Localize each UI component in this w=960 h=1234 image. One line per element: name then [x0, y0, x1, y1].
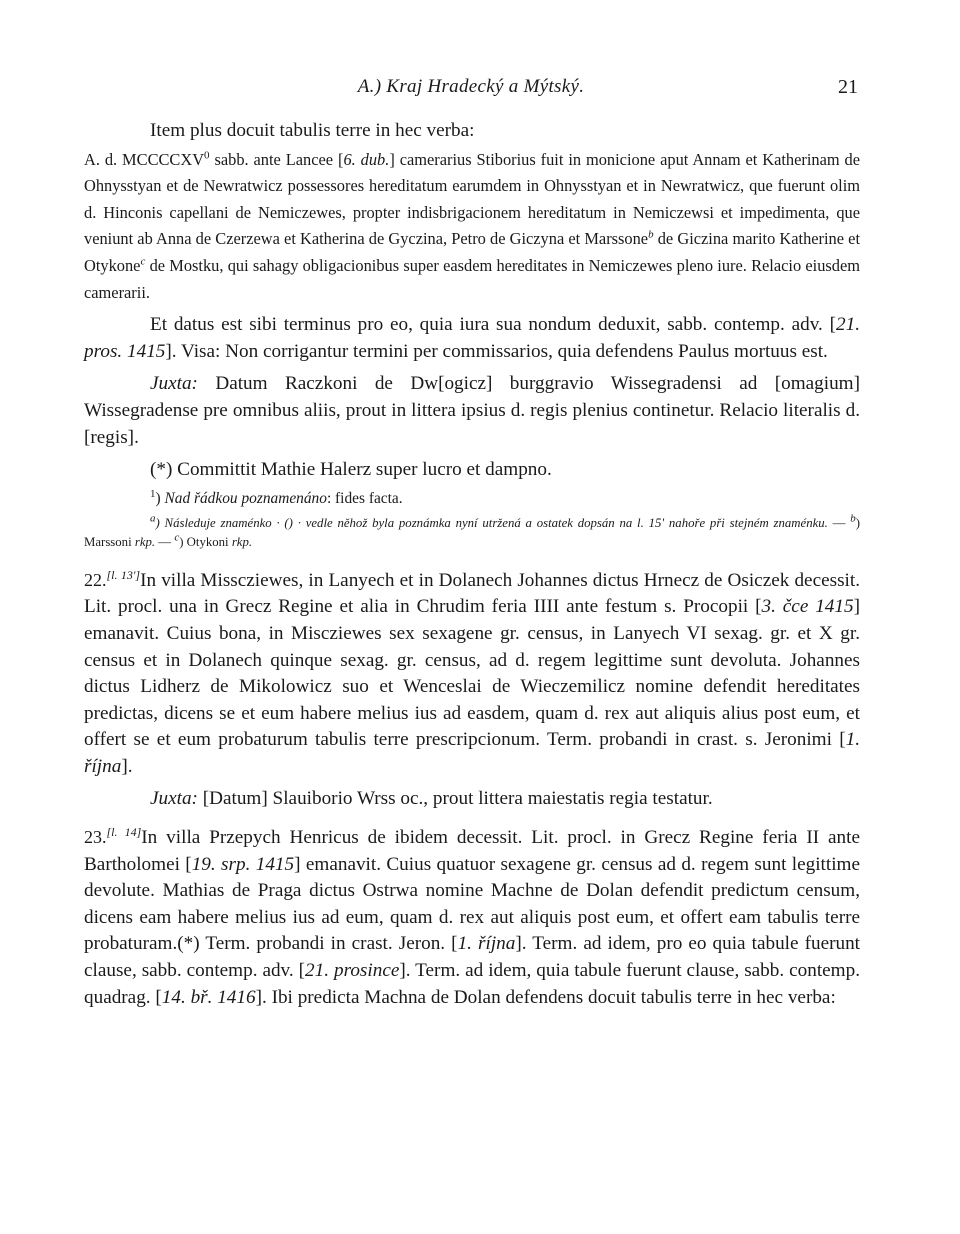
- paragraph-juxta: [84, 371, 860, 451]
- paragraph-record-1415: [84, 147, 860, 307]
- folio-reference: [l. 14]: [106, 825, 142, 840]
- entry-number: 22.: [84, 569, 107, 590]
- entry-23: [84, 819, 860, 1011]
- footnote-1: [84, 488, 860, 510]
- separator: —: [155, 534, 175, 549]
- entry-number: 23.: [84, 827, 107, 848]
- juxta-label: Juxta:: [150, 788, 198, 810]
- note-label-b: b: [850, 512, 856, 525]
- date-italic: 21. prosince: [305, 960, 400, 982]
- footnote-number: 1: [150, 487, 156, 500]
- text-run: [Datum] Slauiborio Wrss oc., prout littera maiestatis regia testatur.: [197, 788, 713, 810]
- text-run: ]. Ibi predicta Machna de Dolan defendens docuit tabulis terre in hec verba:: [255, 986, 836, 1008]
- text-run: In villa Misscziewes, in Lanyech et in Dolanech Johannes dictus Hrnecz de Osiczek decessit. Lit. procl. una in Grecz Regine et alia in Chrudim feria IIII ante festum s. Procopii [: [84, 569, 860, 618]
- paragraph-text: (*) Committit Mathie Halerz super lucro et dampno.: [150, 459, 552, 481]
- date-italic: 1. října: [457, 933, 516, 955]
- note-b-text: ) Marssoni: [84, 515, 860, 549]
- paragraph-intro: [84, 118, 860, 145]
- text-run: sabb. ante Lancee [: [209, 149, 344, 169]
- text-run: ] emanavit. Cuius quatuor sexagene gr. census ad d. regem sunt legittime devolute. Mathias de Praga dictus Ostrwa nomine Machne de Dolan defendit predictum censum, dicens eam habere melius ius ad eum, quam d. rex aut aliquis post eum, et offert eam tabulis terre probaturam.(*) Term. probandi in crast. Jeron. [: [84, 853, 860, 955]
- page-body: [84, 118, 860, 1011]
- date-italic: 14. bř. 1416: [161, 986, 256, 1008]
- text-run: A. d. MCCCCXV: [84, 149, 205, 169]
- text-run: ]. Term. ad idem, quia tabule fuerunt clause, sabb. contemp. quadrag. [: [84, 960, 860, 1008]
- date-italic: 3. čce 1415: [761, 596, 854, 618]
- note-a-text: ) Následuje znaménko · () · vedle něhož byla poznámka nyní utržená a ostatek dopsán na l. 15' nahoře při stejném znaménku.: [155, 515, 828, 530]
- note-b-abbrev: rkp.: [134, 534, 156, 549]
- text-run: : fides facta.: [326, 489, 403, 507]
- note-label-c: c: [174, 531, 180, 544]
- editorial-notes: [84, 514, 860, 552]
- page-header: [84, 76, 858, 102]
- text-run: In villa Przepych Henricus de ibidem decessit. Lit. procl. in Grecz Regine feria II ante Bartholomei [: [84, 827, 860, 875]
- note-c-abbrev: rkp.: [231, 534, 253, 549]
- paragraph-juxta-22: [84, 786, 860, 813]
- paragraph-text: Item plus docuit tabulis terre in hec verba:: [150, 120, 475, 141]
- juxta-label: Juxta:: [150, 373, 198, 395]
- text-run: ]. Visa: Non corrigantur termini per commissarios, quia defendens Paulus mortuus est.: [165, 340, 828, 362]
- running-title: A.) Kraj Hradecký a Mýtský.: [357, 76, 585, 97]
- text-run: Datum Raczkoni de Dw[ogicz] burggravio Wissegradensi ad [omagium] Wissegradense pre omnibus aliis, prout in littera ipsius d. regis plenius continetur. Relacio literalis d. [regis].: [84, 373, 860, 448]
- date-italic: 1. října: [84, 729, 860, 777]
- superscript: 0: [204, 149, 210, 162]
- paragraph-committit: [84, 457, 860, 484]
- date-italic: 21. pros. 1415: [84, 314, 860, 362]
- text-run: ] camerarius Stiborius fuit in monicione aput Annam et Katherinam de Ohnysstyan et de Newratwicz possessores hereditatum earumdem in Ohnysstyan et in Newratwicz, que fuerunt olim d. Hinconis capellani de Nemiczewes, propter indisbrigacionem hereditatum in Nemiczewsi et impedimenta, que veniunt ab Anna de Czerzewa et Katherina de Gyczina, Petro de Giczyna et Marssone: [84, 149, 861, 249]
- entry-22: [84, 562, 860, 781]
- page-number: 21: [838, 76, 858, 98]
- separator: —: [827, 515, 851, 530]
- folio-reference: [l. 13']: [106, 567, 141, 582]
- text-run: ] emanavit. Cuius bona, in Miscziewes sex sexagene gr. census, in Lanyech VI sexag. gr. et X gr. census et in Dolanech quinque sexag. gr. census, ad d. regem legittime sunt devoluta. Johannes dictus Lidherz de Mikolowicz suo et Wenceslai de Wieczemilicz nomine defendit hereditates predictas, dicens se et eum habere melius ius ad easdem, quam d. rex aut aliquis alius post eum, et offert se et eum probaturum tabulis terre prescripcionum. Term. probandi in crast. s. Jeronimi [: [84, 596, 860, 751]
- footnote-marker-b: b: [648, 228, 654, 241]
- text-run: Et datus est sibi terminus pro eo, quia iura sua nondum deduxit, sabb. contemp. adv. [: [150, 314, 837, 336]
- date-italic: 6. dub.: [343, 149, 390, 169]
- text-run: ].: [121, 755, 133, 777]
- footnote-marker-c: c: [140, 255, 146, 268]
- date-italic: 19. srp. 1415: [191, 853, 295, 875]
- text-run: de Mostku, qui sahagy obligacionibus super easdem hereditates in Nemiczewes pleno iure. Relacio eiusdem camerarii.: [84, 255, 860, 302]
- text-run: ): [155, 489, 165, 507]
- note-c-text: ) Otykoni: [179, 534, 232, 549]
- footnote-italic: Nad řádkou poznamenáno: [164, 489, 327, 507]
- note-label-a: a: [150, 512, 156, 525]
- paragraph-terminus: [84, 312, 860, 365]
- text-run: de Giczina marito Katherine et Otykone: [84, 229, 861, 275]
- text-run: ]. Term. ad idem, pro eo quia tabule fuerunt clause, sabb. contemp. adv. [: [84, 933, 860, 982]
